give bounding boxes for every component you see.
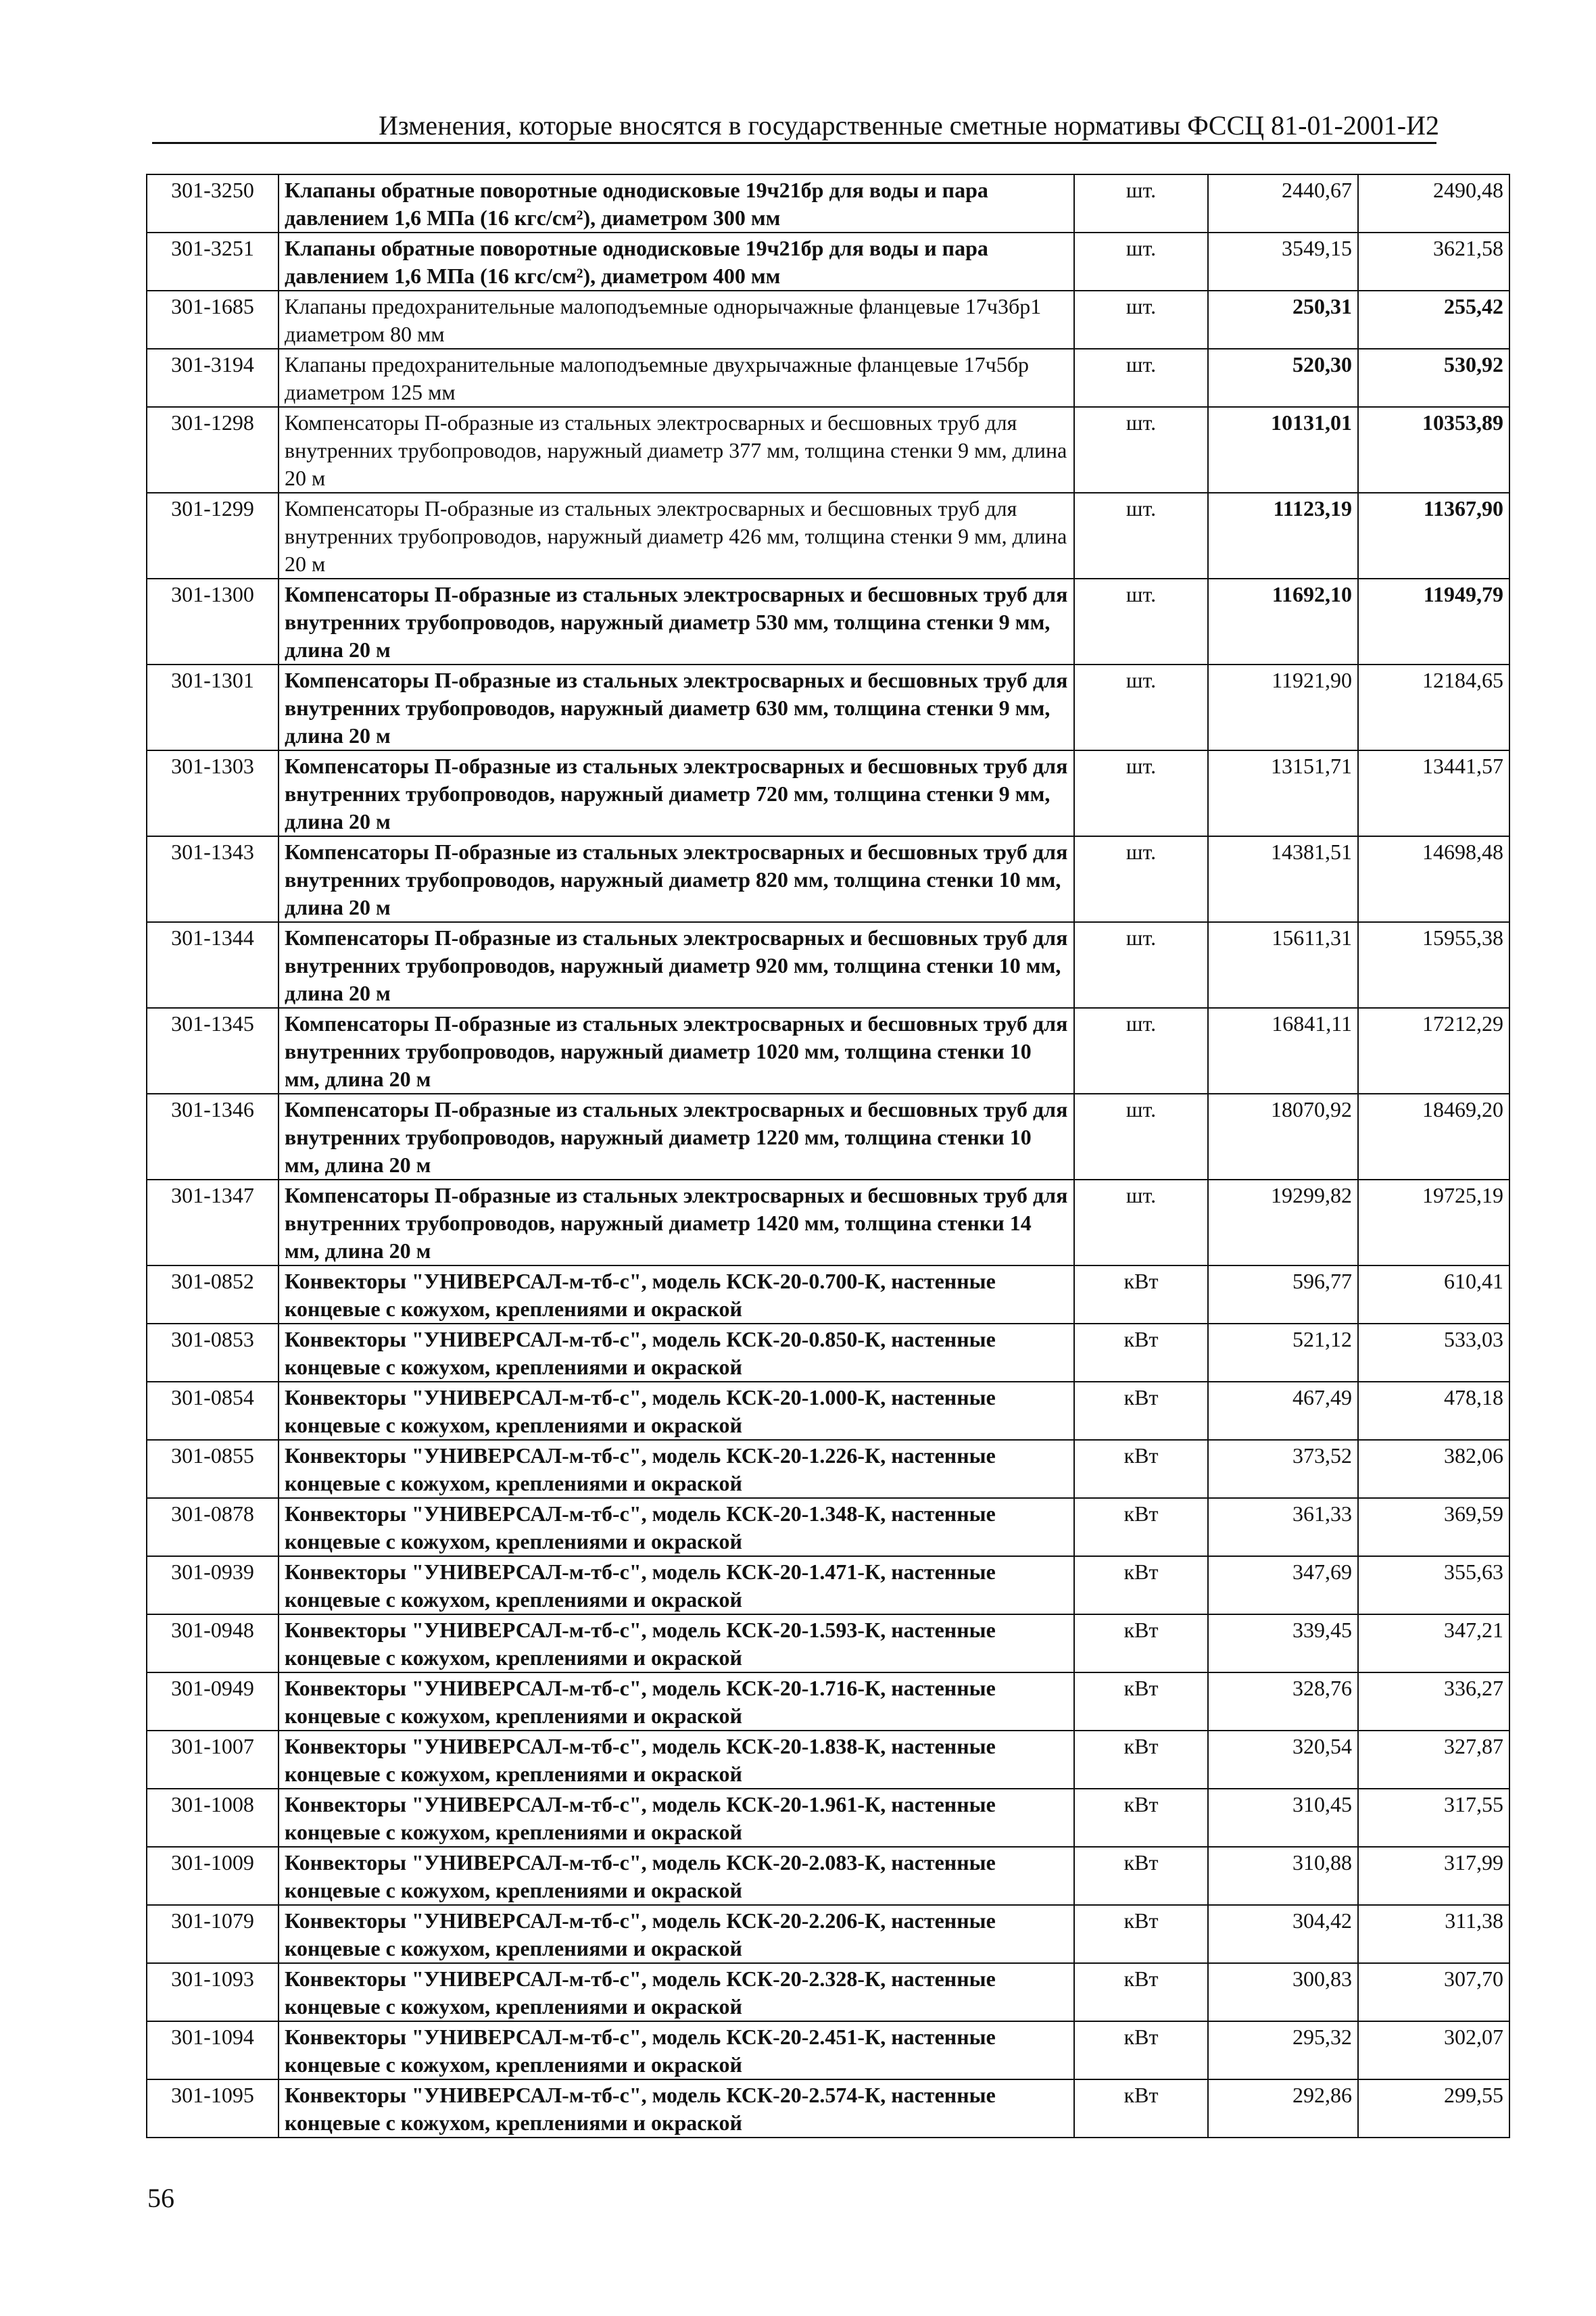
table-row — [147, 750, 1509, 836]
price-old-cell: 304,42 — [1208, 1905, 1358, 1963]
unit-cell: кВт — [1074, 1265, 1208, 1324]
document-header-title: Изменения, которые вносятся в государственные сметные нормативы ФССЦ 81-01-2001-И2 — [379, 110, 1440, 141]
resource-code-cell: 301-1298 — [147, 407, 279, 493]
resource-code-cell: 301-0948 — [147, 1614, 279, 1672]
unit-cell: шт. — [1074, 750, 1208, 836]
price-old-cell: 11692,10 — [1208, 579, 1358, 665]
price-new-cell: 311,38 — [1358, 1905, 1509, 1963]
price-new-cell: 478,18 — [1358, 1382, 1509, 1440]
price-new-cell: 347,21 — [1358, 1614, 1509, 1672]
resource-name-cell: Компенсаторы П-образные из стальных электросварных и бесшовных труб для внутренних трубопроводов, наружный диаметр 1420 мм, толщина стенки 14 мм, длина 20 м — [279, 1180, 1074, 1265]
table-row — [147, 579, 1509, 665]
resource-name-cell: Компенсаторы П-образные из стальных электросварных и бесшовных труб для внутренних трубопроводов, наружный диаметр 530 мм, толщина стенки 9 мм, длина 20 м — [279, 579, 1074, 665]
price-old-cell: 3549,15 — [1208, 233, 1358, 291]
resource-code-cell: 301-3251 — [147, 233, 279, 291]
price-old-cell: 16841,11 — [1208, 1008, 1358, 1094]
resource-code-cell: 301-3194 — [147, 349, 279, 407]
price-old-cell: 2440,67 — [1208, 174, 1358, 233]
resource-name-cell: Компенсаторы П-образные из стальных электросварных и бесшовных труб для внутренних трубопроводов, наружный диаметр 426 мм, толщина стенки 9 мм, длина 20 м — [279, 493, 1074, 579]
price-new-cell: 11949,79 — [1358, 579, 1509, 665]
price-new-cell: 382,06 — [1358, 1440, 1509, 1498]
table-row — [147, 174, 1509, 233]
table-row — [147, 1731, 1509, 1789]
unit-cell: шт. — [1074, 174, 1208, 233]
resource-name-cell: Конвекторы "УНИВЕРСАЛ-м-тб-с", модель КСК-20-1.838-К, настенные концевые с кожухом, креплениями и окраской — [279, 1731, 1074, 1789]
resource-code-cell: 301-1347 — [147, 1180, 279, 1265]
price-new-cell: 255,42 — [1358, 291, 1509, 349]
unit-cell: кВт — [1074, 2021, 1208, 2079]
price-new-cell: 299,55 — [1358, 2079, 1509, 2138]
price-new-cell: 317,55 — [1358, 1789, 1509, 1847]
price-old-cell: 521,12 — [1208, 1324, 1358, 1382]
resource-name-cell: Конвекторы "УНИВЕРСАЛ-м-тб-с", модель КСК-20-2.328-К, настенные концевые с кожухом, креплениями и окраской — [279, 1963, 1074, 2021]
resource-name-cell: Конвекторы "УНИВЕРСАЛ-м-тб-с", модель КСК-20-2.574-К, настенные концевые с кожухом, креплениями и окраской — [279, 2079, 1074, 2138]
table-row — [147, 1008, 1509, 1094]
price-new-cell: 10353,89 — [1358, 407, 1509, 493]
price-old-cell: 373,52 — [1208, 1440, 1358, 1498]
resource-name-cell: Клапаны обратные поворотные однодисковые 19ч21бр для воды и пара давлением 1,6 МПа (16 кгс/см²), диаметром 300 мм — [279, 174, 1074, 233]
price-new-cell: 12184,65 — [1358, 665, 1509, 750]
price-old-cell: 14381,51 — [1208, 836, 1358, 922]
table-row — [147, 407, 1509, 493]
price-new-cell: 2490,48 — [1358, 174, 1509, 233]
price-old-cell: 310,88 — [1208, 1847, 1358, 1905]
resource-code-cell: 301-1094 — [147, 2021, 279, 2079]
unit-cell: кВт — [1074, 1382, 1208, 1440]
table-row — [147, 1556, 1509, 1614]
resource-name-cell: Конвекторы "УНИВЕРСАЛ-м-тб-с", модель КСК-20-1.226-К, настенные концевые с кожухом, креплениями и окраской — [279, 1440, 1074, 1498]
resource-name-cell: Компенсаторы П-образные из стальных электросварных и бесшовных труб для внутренних трубопроводов, наружный диаметр 820 мм, толщина стенки 10 мм, длина 20 м — [279, 836, 1074, 922]
price-old-cell: 19299,82 — [1208, 1180, 1358, 1265]
resource-code-cell: 301-1007 — [147, 1731, 279, 1789]
price-new-cell: 533,03 — [1358, 1324, 1509, 1382]
table-row — [147, 1963, 1509, 2021]
resource-code-cell: 301-1079 — [147, 1905, 279, 1963]
price-new-cell: 327,87 — [1358, 1731, 1509, 1789]
table-row — [147, 349, 1509, 407]
table-row — [147, 665, 1509, 750]
unit-cell: кВт — [1074, 2079, 1208, 2138]
resource-code-cell: 301-0854 — [147, 1382, 279, 1440]
price-new-cell: 369,59 — [1358, 1498, 1509, 1556]
price-new-cell: 355,63 — [1358, 1556, 1509, 1614]
table-row — [147, 1498, 1509, 1556]
resource-code-cell: 301-0852 — [147, 1265, 279, 1324]
unit-cell: шт. — [1074, 1180, 1208, 1265]
unit-cell: шт. — [1074, 836, 1208, 922]
resource-name-cell: Компенсаторы П-образные из стальных электросварных и бесшовных труб для внутренних трубопроводов, наружный диаметр 377 мм, толщина стенки 9 мм, длина 20 м — [279, 407, 1074, 493]
unit-cell: кВт — [1074, 1556, 1208, 1614]
resource-code-cell: 301-1343 — [147, 836, 279, 922]
resource-code-cell: 301-1685 — [147, 291, 279, 349]
unit-cell: шт. — [1074, 349, 1208, 407]
unit-cell: кВт — [1074, 1847, 1208, 1905]
resource-code-cell: 301-0939 — [147, 1556, 279, 1614]
unit-cell: шт. — [1074, 291, 1208, 349]
resource-code-cell: 301-1008 — [147, 1789, 279, 1847]
unit-cell: шт. — [1074, 1094, 1208, 1180]
table-row — [147, 1265, 1509, 1324]
price-table — [146, 174, 1510, 2138]
resource-code-cell: 301-0853 — [147, 1324, 279, 1382]
unit-cell: шт. — [1074, 407, 1208, 493]
price-old-cell: 300,83 — [1208, 1963, 1358, 2021]
table-row — [147, 493, 1509, 579]
resource-name-cell: Клапаны обратные поворотные однодисковые 19ч21бр для воды и пара давлением 1,6 МПа (16 кгс/см²), диаметром 400 мм — [279, 233, 1074, 291]
table-row — [147, 1672, 1509, 1731]
price-old-cell: 250,31 — [1208, 291, 1358, 349]
price-new-cell: 15955,38 — [1358, 922, 1509, 1008]
resource-name-cell: Конвекторы "УНИВЕРСАЛ-м-тб-с", модель КСК-20-1.348-К, настенные концевые с кожухом, креплениями и окраской — [279, 1498, 1074, 1556]
unit-cell: шт. — [1074, 233, 1208, 291]
resource-name-cell: Конвекторы "УНИВЕРСАЛ-м-тб-с", модель КСК-20-1.961-К, настенные концевые с кожухом, креплениями и окраской — [279, 1789, 1074, 1847]
price-new-cell: 17212,29 — [1358, 1008, 1509, 1094]
price-old-cell: 13151,71 — [1208, 750, 1358, 836]
price-old-cell: 339,45 — [1208, 1614, 1358, 1672]
price-old-cell: 295,32 — [1208, 2021, 1358, 2079]
price-old-cell: 328,76 — [1208, 1672, 1358, 1731]
resource-name-cell: Конвекторы "УНИВЕРСАЛ-м-тб-с", модель КСК-20-1.471-К, настенные концевые с кожухом, креплениями и окраской — [279, 1556, 1074, 1614]
price-old-cell: 292,86 — [1208, 2079, 1358, 2138]
resource-name-cell: Компенсаторы П-образные из стальных электросварных и бесшовных труб для внутренних трубопроводов, наружный диаметр 1220 мм, толщина стенки 10 мм, длина 20 м — [279, 1094, 1074, 1180]
price-old-cell: 18070,92 — [1208, 1094, 1358, 1180]
price-new-cell: 610,41 — [1358, 1265, 1509, 1324]
price-old-cell: 361,33 — [1208, 1498, 1358, 1556]
price-new-cell: 18469,20 — [1358, 1094, 1509, 1180]
resource-name-cell: Конвекторы "УНИВЕРСАЛ-м-тб-с", модель КСК-20-2.206-К, настенные концевые с кожухом, креплениями и окраской — [279, 1905, 1074, 1963]
resource-code-cell: 301-1344 — [147, 922, 279, 1008]
resource-name-cell: Клапаны предохранительные малоподъемные однорычажные фланцевые 17ч3бр1 диаметром 80 мм — [279, 291, 1074, 349]
price-table-body — [147, 174, 1509, 2138]
table-row — [147, 1789, 1509, 1847]
unit-cell: шт. — [1074, 922, 1208, 1008]
unit-cell: кВт — [1074, 1789, 1208, 1847]
resource-code-cell: 301-1345 — [147, 1008, 279, 1094]
resource-name-cell: Конвекторы "УНИВЕРСАЛ-м-тб-с", модель КСК-20-1.716-К, настенные концевые с кожухом, креплениями и окраской — [279, 1672, 1074, 1731]
resource-code-cell: 301-1301 — [147, 665, 279, 750]
price-new-cell: 302,07 — [1358, 2021, 1509, 2079]
resource-name-cell: Клапаны предохранительные малоподъемные двухрычажные фланцевые 17ч5бр диаметром 125 мм — [279, 349, 1074, 407]
unit-cell: кВт — [1074, 1731, 1208, 1789]
price-old-cell: 467,49 — [1208, 1382, 1358, 1440]
price-old-cell: 15611,31 — [1208, 922, 1358, 1008]
resource-code-cell: 301-0878 — [147, 1498, 279, 1556]
resource-name-cell: Конвекторы "УНИВЕРСАЛ-м-тб-с", модель КСК-20-2.451-К, настенные концевые с кожухом, креплениями и окраской — [279, 2021, 1074, 2079]
price-old-cell: 10131,01 — [1208, 407, 1358, 493]
price-old-cell: 596,77 — [1208, 1265, 1358, 1324]
resource-name-cell: Конвекторы "УНИВЕРСАЛ-м-тб-с", модель КСК-20-1.000-К, настенные концевые с кожухом, креплениями и окраской — [279, 1382, 1074, 1440]
resource-name-cell: Компенсаторы П-образные из стальных электросварных и бесшовных труб для внутренних трубопроводов, наружный диаметр 720 мм, толщина стенки 9 мм, длина 20 м — [279, 750, 1074, 836]
unit-cell: кВт — [1074, 1498, 1208, 1556]
price-new-cell: 19725,19 — [1358, 1180, 1509, 1265]
unit-cell: шт. — [1074, 665, 1208, 750]
table-row — [147, 1847, 1509, 1905]
table-row — [147, 836, 1509, 922]
table-row — [147, 1440, 1509, 1498]
resource-code-cell: 301-1095 — [147, 2079, 279, 2138]
unit-cell: кВт — [1074, 1440, 1208, 1498]
unit-cell: шт. — [1074, 579, 1208, 665]
resource-name-cell: Компенсаторы П-образные из стальных электросварных и бесшовных труб для внутренних трубопроводов, наружный диаметр 630 мм, толщина стенки 9 мм, длина 20 м — [279, 665, 1074, 750]
price-old-cell: 11921,90 — [1208, 665, 1358, 750]
table-row — [147, 1382, 1509, 1440]
price-new-cell: 11367,90 — [1358, 493, 1509, 579]
price-old-cell: 11123,19 — [1208, 493, 1358, 579]
resource-code-cell: 301-0949 — [147, 1672, 279, 1731]
price-new-cell: 336,27 — [1358, 1672, 1509, 1731]
table-row — [147, 1324, 1509, 1382]
price-old-cell: 310,45 — [1208, 1789, 1358, 1847]
price-old-cell: 520,30 — [1208, 349, 1358, 407]
table-row — [147, 1094, 1509, 1180]
price-new-cell: 307,70 — [1358, 1963, 1509, 2021]
resource-name-cell: Конвекторы "УНИВЕРСАЛ-м-тб-с", модель КСК-20-2.083-К, настенные концевые с кожухом, креплениями и окраской — [279, 1847, 1074, 1905]
unit-cell: кВт — [1074, 1324, 1208, 1382]
unit-cell: шт. — [1074, 493, 1208, 579]
table-row — [147, 291, 1509, 349]
resource-name-cell: Конвекторы "УНИВЕРСАЛ-м-тб-с", модель КСК-20-1.593-К, настенные концевые с кожухом, креплениями и окраской — [279, 1614, 1074, 1672]
table-row — [147, 922, 1509, 1008]
resource-name-cell: Компенсаторы П-образные из стальных электросварных и бесшовных труб для внутренних трубопроводов, наружный диаметр 1020 мм, толщина стенки 10 мм, длина 20 м — [279, 1008, 1074, 1094]
resource-name-cell: Компенсаторы П-образные из стальных электросварных и бесшовных труб для внутренних трубопроводов, наружный диаметр 920 мм, толщина стенки 10 мм, длина 20 м — [279, 922, 1074, 1008]
table-row — [147, 1614, 1509, 1672]
table-row — [147, 2021, 1509, 2079]
resource-code-cell: 301-1299 — [147, 493, 279, 579]
price-new-cell: 530,92 — [1358, 349, 1509, 407]
header-rule — [152, 142, 1436, 144]
resource-name-cell: Конвекторы "УНИВЕРСАЛ-м-тб-с", модель КСК-20-0.700-К, настенные концевые с кожухом, креплениями и окраской — [279, 1265, 1074, 1324]
table-row — [147, 1905, 1509, 1963]
unit-cell: кВт — [1074, 1963, 1208, 2021]
price-new-cell: 3621,58 — [1358, 233, 1509, 291]
table-row — [147, 2079, 1509, 2138]
unit-cell: кВт — [1074, 1905, 1208, 1963]
resource-code-cell: 301-3250 — [147, 174, 279, 233]
price-old-cell: 347,69 — [1208, 1556, 1358, 1614]
resource-name-cell: Конвекторы "УНИВЕРСАЛ-м-тб-с", модель КСК-20-0.850-К, настенные концевые с кожухом, креплениями и окраской — [279, 1324, 1074, 1382]
price-old-cell: 320,54 — [1208, 1731, 1358, 1789]
resource-code-cell: 301-0855 — [147, 1440, 279, 1498]
price-new-cell: 13441,57 — [1358, 750, 1509, 836]
unit-cell: шт. — [1074, 1008, 1208, 1094]
price-new-cell: 317,99 — [1358, 1847, 1509, 1905]
unit-cell: кВт — [1074, 1614, 1208, 1672]
price-new-cell: 14698,48 — [1358, 836, 1509, 922]
unit-cell: кВт — [1074, 1672, 1208, 1731]
resource-code-cell: 301-1009 — [147, 1847, 279, 1905]
resource-code-cell: 301-1093 — [147, 1963, 279, 2021]
table-row — [147, 233, 1509, 291]
table-row — [147, 1180, 1509, 1265]
resource-code-cell: 301-1346 — [147, 1094, 279, 1180]
resource-code-cell: 301-1303 — [147, 750, 279, 836]
page-number: 56 — [147, 2183, 174, 2213]
resource-code-cell: 301-1300 — [147, 579, 279, 665]
